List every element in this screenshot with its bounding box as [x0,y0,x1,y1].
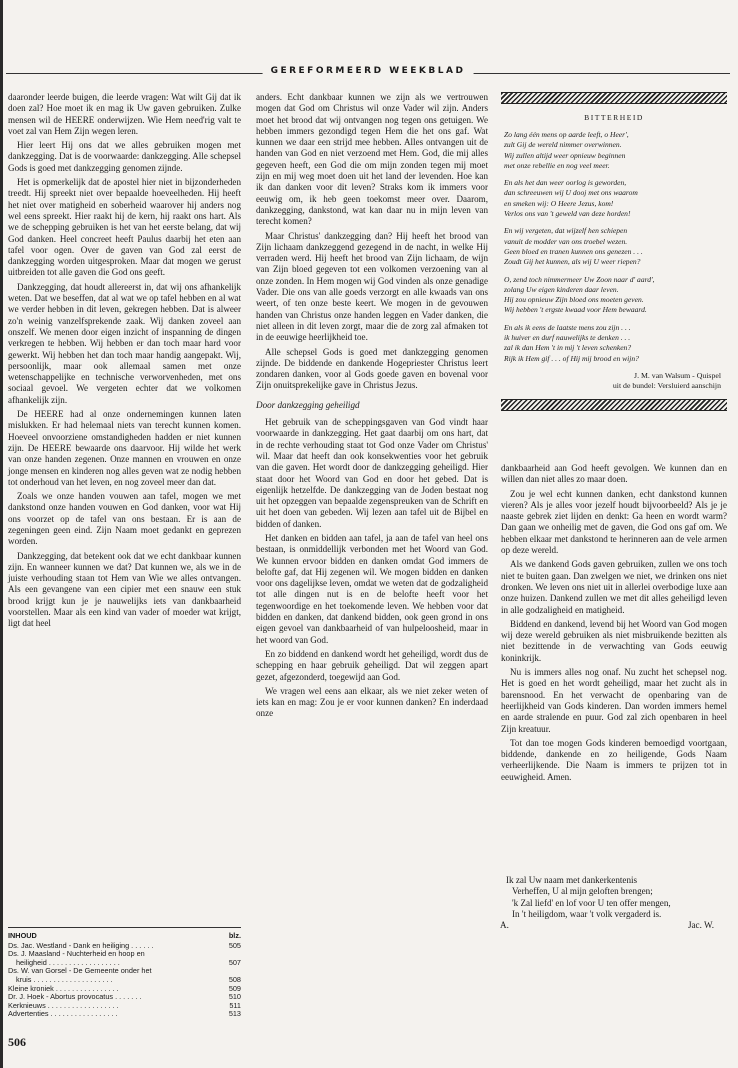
toc-item[interactable]: Kleine kroniek . . . . . . . . . . . . . . . . 509 [8,983,241,993]
paragraph: Het is opmerkelijk dat de apostel hier niet in bijzonderheden treedt. Hij spreekt niet over bepaalde hoeveelheden. Hij heeft het niet over matigheid en soberheid waarover hij anders nog wel eens spreekt. Hier raakt hij de kern, hij raakt ons hart. Als we de schepping gebruiken is het van het eerste belang, dat wij God danken. Heel concreet heeft Paulus daarbij het eten aan tafel voor ogen. Over de gaven van God zal eerst de dankzegging worden uitgesproken. Maar dat mogen we gerust uitbreiden tot alle gaven die God ons geeft. [8,177,241,278]
toc-item[interactable]: Ds. Jac. Westland - Dank en heiliging . . . . . . 505 [8,940,241,950]
poem-author: J. M. van Walsum - Quispel [634,370,721,380]
table-of-contents [8,927,241,1019]
poem-credit [501,371,721,391]
paragraph: En zo biddend en dankend wordt het geheiligd, wordt dus de schepping en haar gebruik geheiligd. Dat wil zeggen apart gezet, afgezonderd, toegewijd aan God. [256,648,488,682]
ornamental-border-top [501,92,727,104]
page-number: 506 [8,1035,26,1049]
toc-item[interactable]: Dr. J. Hoek - Abortus provocatus . . . . . . . 510 [8,992,241,1002]
toc-item[interactable]: Ds. W. van Gorsel - De Gemeente onder het [8,967,152,976]
paragraph: Als we dankend Gods gaven gebruiken, zullen we ons toch niet te buiten gaan. Dan zwelgen we niet, we drinken ons niet dronken. We leven ons niet uit in allerlei overbodige luxe aan onze huizen. Dankend zullen we met dit alles geheiligd leven in alle godzaligheid en matigheid. [501,559,727,615]
toc-item[interactable]: Advertenties . . . . . . . . . . . . . . . . . 513 [8,1009,241,1019]
paragraph: Het danken en bidden aan tafel, ja aan de tafel van heel ons bestaan, is onmiddellijk verbonden met het Woord van God. We kunnen ervoor bidden en danken omdat God immers de belofte gaf, dat Hij zegenen wil. We mogen bidden en danken voor ons dagelijkse leven, omdat we weten dat de godzaligheid tot alle dingen nut is en de belofte heeft voor het tegenwoordige en het toekomende leven. We hebben voor dat bidden en danken, dat dankend bidden, ook geen grond in ons eigen gevoel van dankbaarheid of van hulpeloosheid, maar in het woord van God. [256,532,488,645]
toc-item[interactable]: heiligheid . . . . . . . . . . . . . . . . . . 507 [16,957,241,967]
page-edge [0,0,3,1068]
article-column-2 [256,92,488,723]
verse-line: Verheffen, U al mijn geloften brengen; [512,886,653,897]
paragraph: daaronder leerde buigen, die leerde vragen: Wat wilt Gij dat ik doen zal? Hoe moet ik en mag ik Uw gaven gebruiken. Zulke mensen wil de HEERE onderwijzen. Wie Hem need'rig valt te voet zal van Hem Zijn wegen leren. [8,92,241,136]
ornamental-border-bottom [501,399,727,411]
signature-line [500,920,728,931]
poem-stanza: O, zend toch nimmermeer Uw Zoon naar d' aard', zolang Uw eigen kinderen daar leven. Hij zou opnieuw Zijn bloed ons moeten geven. Wij hebben 't ergste kwaad voor Hem bewaard. [504,274,655,315]
paragraph: Zou je wel echt kunnen danken, echt dankstond kunnen vieren? Als je alles voor jezelf houdt bijvoorbeeld? Als je je naaste gebrek ziet lijden en denkt: Ga heen en wordt warm? Dan gaan we onheilig met de gaven, die God ons gaf om. We hebben elkaar met dankstond te herinneren aan de vele armen op deze wereld. [501,488,727,556]
publication-title: GEREFORMEERD WEEKBLAD [263,66,474,76]
paragraph: Maar Christus' dankzegging dan? Hij heeft het brood van Zijn lichaam dankzeggend gezegend in de nacht, in welke Hij verraden werd. Hij heeft het brood van Zijn lichaam, de wijn van Zijn bloed gegeven tot een volkomen verzoening van al onze zonden. In Hem mogen wij God vinden als onze genadige Vader. Die ons van alle goeds verzorgt en alle kwaads van ons weert, of ten onze beste keert. We mogen in de gevouwen handen van Christus onze handen leggen en Vader danken, die niet alleen in dit leven zorgt, maar die de zorg zal afmaken tot in de eeuwige heerlijkheid toe. [256,230,488,343]
paragraph: De HEERE had al onze ondernemingen kunnen laten mislukken. Er had helemaal niets van terecht kunnen komen. Hoeveel onvoorziene omstandigheden hadden er niet kunnen zijn. De HEERE bewaarde ons daarvoor. Hij wilde het werk van onze handen zegenen. Onze mannen en vrouwen en onze jonge mensen en kinderen nog alles geven wat ze nodig hebben tot onderhoud van het leven, en nog zoveel meer dan dat. [8,409,241,487]
paragraph: Het gebruik van de scheppingsgaven van God vindt haar voorwaarde in dankzegging. Het gaat daarbij om ons hart, dat in de rechte verhouding staat tot God onze Vader om Christus' wil. Maar dat heeft dan ook konsekwenties voor het gebruik van die gaven. Het wordt door de dankzegging geheiligd. Hier staat door het Woord van God en door het gebed. Dat is eigenlijk hetzelfde. De dankzegging van de Joden bestaat nog uit het opzeggen van bepaalde zegenspreuken van de Schrift en uit het doen van gebeden. Wij lezen aan tafel uit de Bijbel en bidden of danken. [256,417,488,529]
running-header [6,66,730,80]
section-subheading: Door dankzegging geheiligd [256,399,360,410]
paragraph: anders. Echt dankbaar kunnen we zijn als we vertrouwen mogen dat God om Christus wil onze Vader wil zijn. Anders moet het brood dat wij ontvangen nog tegen ons getuigen. We hebben immers gezondigd tegen Hem die het ons gaf. Wat kunnen we daar een strijd mee hebben. Alles ontvangen uit de handen van God en niet verzoend met Hem. God, die mij alles gegeven heeft, een God die om mijn zonden tegen mij moet zijn en mij weg moet doen uit het land der levenden. Hoe kan ik dan danken voor dit leven? Straks kom ik immers voor eeuwig om, ik heb geen toekomst meer over. Daarom, dankzegging, dankstond, wat kan daar nu in mijn leven van terecht komen? [256,92,488,227]
paragraph: dankbaarheid aan God heeft gevolgen. We kunnen dan en willen dan niet alles zo maar doen. [501,463,727,485]
toc-heading: INHOUD [8,931,37,940]
toc-page-label: blz. [228,931,241,940]
poem-title: BITTERHEID [584,113,644,122]
paragraph: Zoals we onze handen vouwen aan tafel, mogen we met dankstond onze handen vouwen en God danken, voor wat Hij ons voorzet op de tafel van ons bestaan. Er is aan de zegeningen geen eind. Zijn Naam moet gedankt en geprezen worden. [8,491,241,547]
paragraph: Alle schepsel Gods is goed met dankzegging genomen zijnde. De biddende en dankende Hogepriester Christus leert zondaren danken, voor al Gods goede gaven en bovenal voor Zijn onuitsprekelijke gave in Christus Jezus. [256,346,488,391]
paragraph: Tot dan toe mogen Gods kinderen bemoedigd voortgaan, biddende, dankende en zo heiligende, Gods Naam verheerlijkende. Die Naam is immers te prijzen tot in eeuwigheid. Amen. [501,737,727,782]
verse-line: In 't heiligdom, waar 't volk vergaderd is. [512,908,662,919]
toc-item[interactable]: Kerknieuws . . . . . . . . . . . . . . . . . . 511 [8,1000,241,1010]
paragraph: Hier leert Hij ons dat we alles gebruiken mogen met dankzegging. Dat is de voorwaarde: dankzegging. Alle schepsel Gods is goed met dankzegging genomen zijnde. [8,140,241,173]
poem-stanza: En wij vergeten, dat wijzelf hen schiepen vanuit de modder van ons troebel wezen. Geen bloed en tranen kunnen ons genezen . . . Zoudt Gij het kunnen, als wij U weer riepen? [504,226,643,267]
toc-item[interactable]: Ds. J. Maasland - Nuchterheid en hoop en [8,950,145,959]
paragraph: Nu is immers alles nog onaf. Nu zucht het schepsel nog. Het is goed en het wordt geheiligd, maar het zucht als in barensnood. En het verwacht de openbaring van de heerlijkheid van Gods kinderen. Dan worden immers hemel en aarde stralende en puur. God zal zich openbaren in heel Zijn kreatuur. [501,667,727,734]
poem-source: uit de bundel: Versluierd aanschijn [612,380,721,390]
verse-line: Ik zal Uw naam met dankerkentenis [506,875,638,885]
article-column-1 [8,92,241,633]
toc-item[interactable]: kruis . . . . . . . . . . . . . . . . . . . . 508 [16,974,241,984]
poem-stanza: Zo lang één mens op aarde leeft, o Heer', zult Gij de wereld nimmer overwinnen. Wij zullen altijd weer opnieuw beginnen met onze rebellie en nog veel meer. [504,130,629,170]
poem-stanza: En als het dan weer oorlog is geworden, dan schreeuwen wij U dooj met ons waarom en smeken wij: O Heere Jezus, kom! Verlos ons van 't geweld van deze horden! [504,178,638,219]
verse-line: 'k Zal liefd' en lof voor U ten offer mengen, [512,897,671,908]
left-mark: A. [500,920,509,931]
author-signature: Jac. W. [687,920,714,931]
toc-header [8,932,241,941]
paragraph: Dankzegging, dat betekent ook dat we echt dankbaar kunnen zijn. En wanneer kunnen we dat? Dat kunnen we, als we in de juiste verhouding staan tot Hem van Wie we alles ontvangen. Als een gevangene van een cipier met een snauw een stuk brood krijgt kun je je nauwelijks iets van dankbaarheid voorstellen. Maar als een kind van vader of moeder wat krijgt, ligt dat heel [8,550,241,629]
closing-verse [500,875,728,931]
paragraph: Biddend en dankend, levend bij het Woord van God mogen wij deze wereld gebruiken als niet misbruikende bezitten als niet bezittende in de verwachting van Gods eeuwig koninkrijk. [501,618,727,663]
poem-box [501,92,727,411]
paragraph: Dankzegging, dat houdt allereerst in, dat wij ons afhankelijk weten. Dat we beseffen, dat al wat we op tafel hebben en al wat we verder hebben in dit leven, gekregen hebben. Dat is alweer zo'n weinig vanzelfsprekende zaak. Wij danken zoveel aan onszelf. We menen door eigen inzicht of inspanning de dingen verkregen te hebben. Wij hebben er dan toch maar hard voor gewerkt. Wij hebben het dan toch maar handig aangepakt. Wij, persoonlijk, maar ook allemaal samen met onze wetenschappelijke en technische verworvenheden, met ons sociaal gevoel. We vergeten echter dat we volkomen afhankelijk zijn. [8,281,241,405]
poem-stanza: En als ik eens de laatste mens zou zijn . . . ik huiver en durf nauwelijks te denken . . . zal ik dan Hem 't in mij 't leven schenken? Rijk ik Hem gif . . . of Hij mij brood en wijn? [504,322,639,363]
paragraph: We vragen wel eens aan elkaar, als we niet zeker weten of iets kan en mag: Zou je er voor kunnen danken? En inderdaad onze [256,685,488,719]
article-column-3 [501,463,727,786]
